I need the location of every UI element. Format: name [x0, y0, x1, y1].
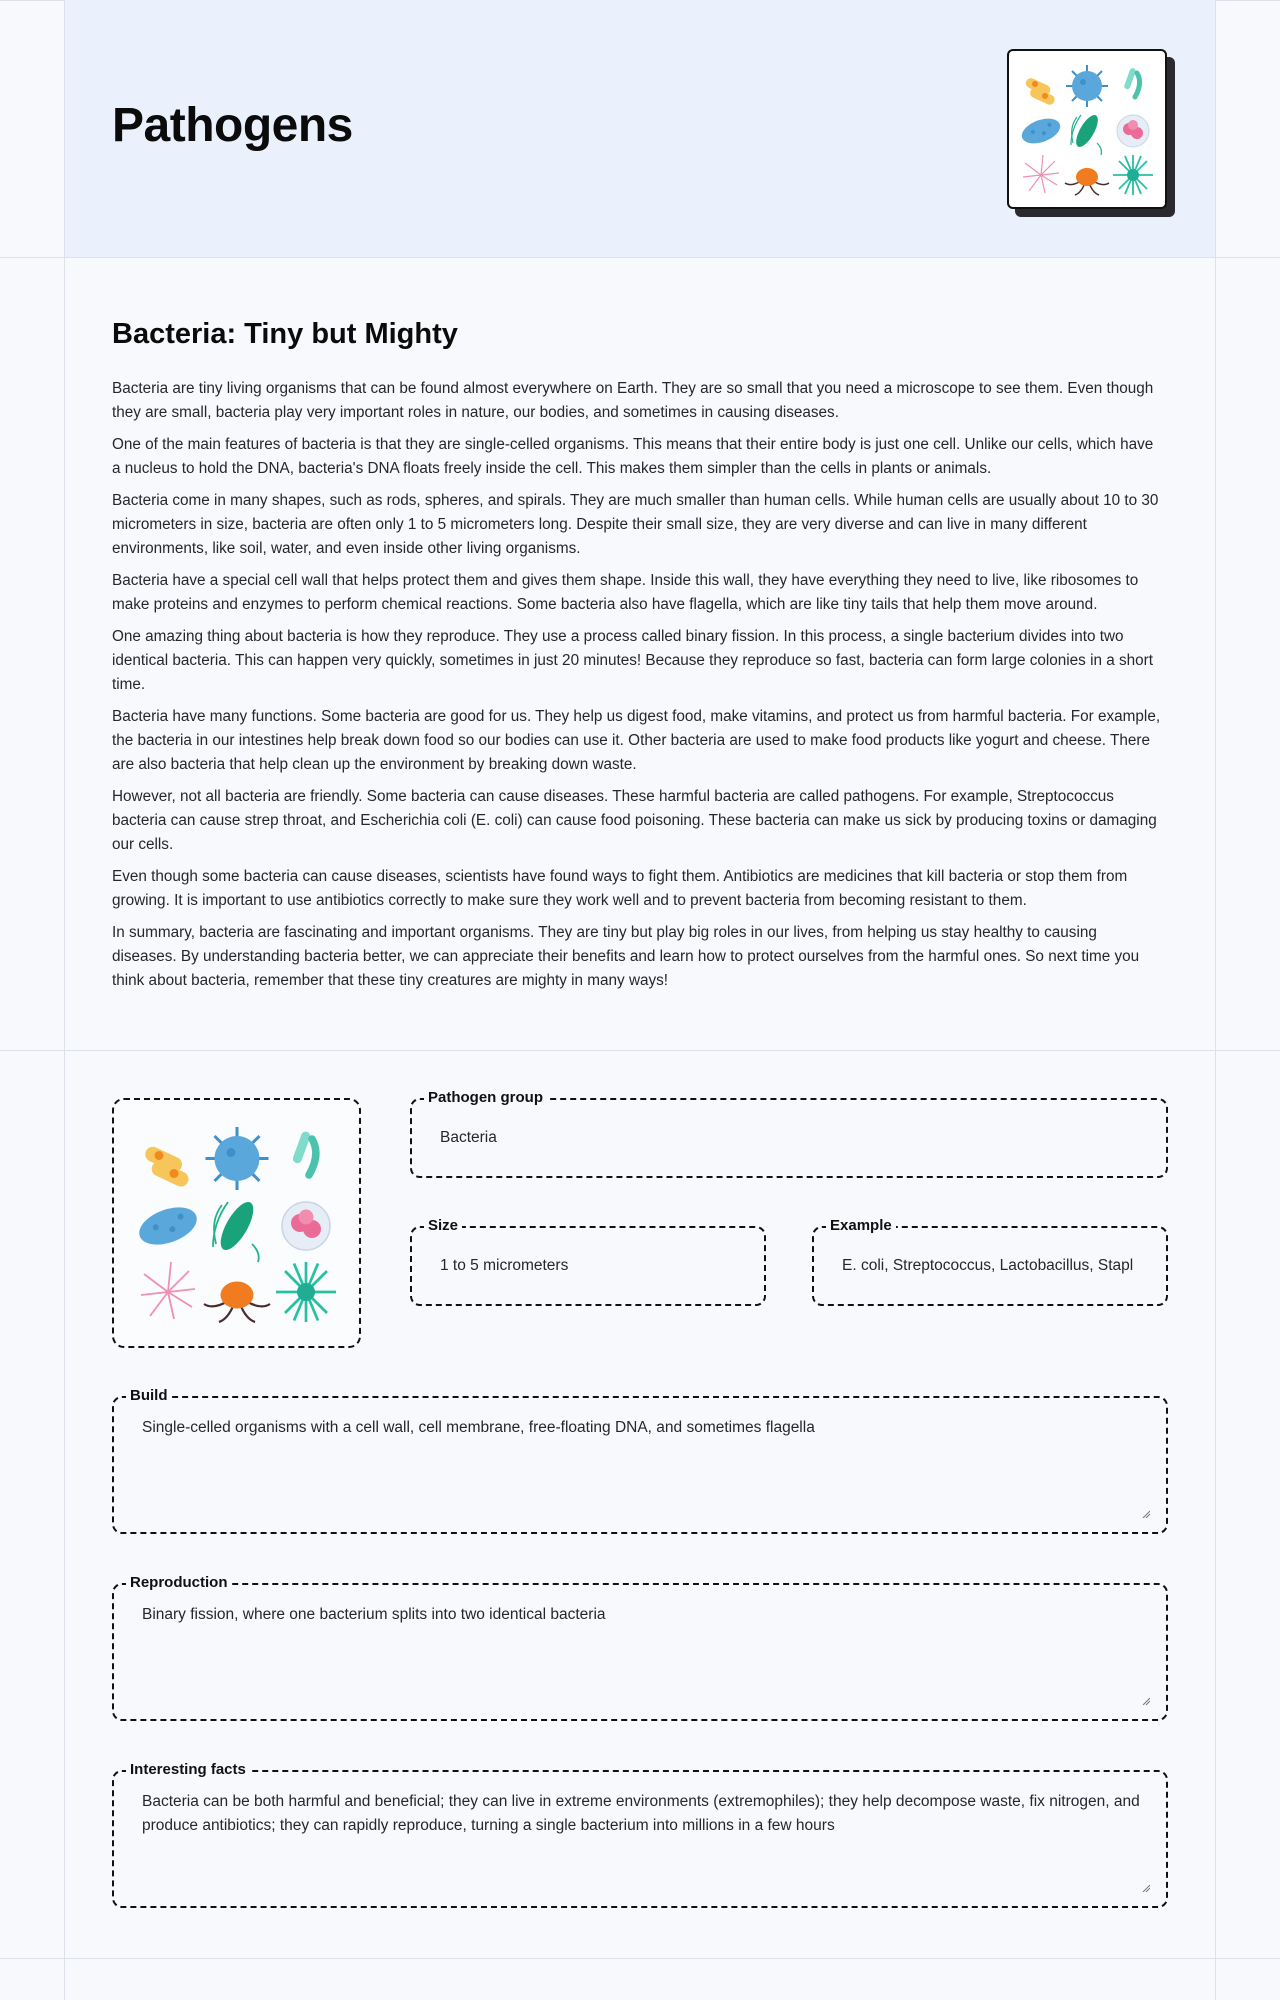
article-paragraph: In summary, bacteria are fascinating and important organisms. They are tiny but play big roles in our lives, from helping us stay healthy to causing diseases. By understanding bacteria better, we can appreciate their benefits and learn how to protect ourselves from the harmful ones. So next time you think about bacteria, remember that these tiny creatures are mighty in many ways! [112, 924, 1140, 989]
build-field[interactable] [112, 1387, 1168, 1534]
reproduction-label: Reproduction [126, 1574, 232, 1592]
header-divider [0, 257, 1280, 258]
pathogen-collage-icon [132, 1118, 342, 1328]
reproduction-field[interactable] [112, 1574, 1168, 1721]
article-divider [0, 1050, 1280, 1051]
article-paragraph: Bacteria have a special cell wall that helps protect them and gives them shape. Inside this wall, they have everything they need to live, like ribosomes to make proteins and enzymes to perform chemical reactions. Some bacteria also have flagella, which are like tiny tails that help them move around. [112, 572, 1139, 613]
article-paragraph: One amazing thing about bacteria is how they reproduce. They use a process called binary fission. In this process, a single bacterium divides into two identical bacteria. This can happen very quickly, sometimes in just 20 minutes! Because they reproduce so fast, bacteria can form large colonies in a short time. [112, 628, 1154, 693]
right-guide-line [1215, 0, 1216, 2000]
article-paragraph: One of the main features of bacteria is that they are single-celled organisms. This means that their entire body is just one cell. Unlike our cells, which have a nucleus to hold the DNA, bacteria's DNA floats freely inside the cell. This makes them simpler than the cells in plants or animals. [112, 436, 1154, 477]
resize-grip-icon[interactable] [1142, 1510, 1150, 1518]
left-guide-line [64, 0, 65, 2000]
interesting-facts-label: Interesting facts [126, 1761, 250, 1779]
interesting-facts-field[interactable] [112, 1761, 1168, 1908]
article-paragraph: Bacteria are tiny living organisms that can be found almost everywhere on Earth. They are so small that you need a microscope to see them. Even though they are small, bacteria play very important roles in nature, our bodies, and sometimes in causing diseases. [112, 380, 1154, 421]
example-field[interactable] [812, 1217, 1168, 1306]
resize-grip-icon[interactable] [1142, 1884, 1150, 1892]
example-input[interactable]: E. coli, Streptococcus, Lactobacillus, Stapl [842, 1257, 1134, 1274]
article-paragraph: Even though some bacteria can cause diseases, scientists have found ways to fight them. Antibiotics are medicines that kill bacteria or stop them from growing. It is important to use antibiotics correctly to make sure they work well and to prevent bacteria from becoming resistant to them. [112, 868, 1128, 909]
resize-grip-icon[interactable] [1142, 1697, 1150, 1705]
pathogen-group-field[interactable] [410, 1089, 1168, 1178]
size-field[interactable] [410, 1217, 766, 1306]
article-title: Bacteria: Tiny but Mighty [112, 318, 458, 350]
example-label: Example [826, 1217, 896, 1235]
pathogen-image-box[interactable] [112, 1098, 361, 1348]
pathogen-group-label: Pathogen group [424, 1089, 547, 1107]
header-image-card [1007, 49, 1167, 209]
reproduction-textarea[interactable]: Binary fission, where one bacterium splits into two identical bacteria [142, 1606, 606, 1623]
pathogen-collage-icon [1017, 59, 1157, 199]
article-paragraph: Bacteria come in many shapes, such as rods, spheres, and spirals. They are much smaller than human cells. While human cells are usually about 10 to 30 micrometers in size, bacteria are often only 1 to 5 micrometers long. Despite their small size, they are very diverse and can live in many different environments, like soil, water, and even inside other living organisms. [112, 492, 1159, 557]
article-paragraph: Bacteria have many functions. Some bacteria are good for us. They help us digest food, make vitamins, and protect us from harmful bacteria. For example, the bacteria in our intestines help break down food so our bodies can use it. Other bacteria are used to make food products like yogurt and cheese. There are also bacteria that help clean up the environment by breaking down waste. [112, 708, 1161, 773]
interesting-facts-textarea[interactable]: Bacteria can be both harmful and beneficial; they can live in extreme environments (extremophiles); they help decompose waste, fix nitrogen, and produce antibiotics; they can rapidly reproduce, turning a single bacterium into millions in a few hours [142, 1793, 1140, 1834]
size-input[interactable]: 1 to 5 micrometers [440, 1257, 569, 1274]
build-textarea[interactable]: Single-celled organisms with a cell wall, cell membrane, free-floating DNA, and sometimes flagella [142, 1419, 815, 1436]
build-label: Build [126, 1387, 172, 1405]
pathogen-group-input[interactable]: Bacteria [440, 1129, 497, 1146]
page-title: Pathogens [112, 99, 353, 152]
article-paragraph: However, not all bacteria are friendly. Some bacteria can cause diseases. These harmful bacteria are called pathogens. For example, Streptococcus bacteria can cause strep throat, and Escherichia coli (E. coli) can cause food poisoning. These bacteria can make us sick by producing toxins or damaging our cells. [112, 788, 1157, 853]
footer-divider [0, 1958, 1280, 1959]
article-body [112, 377, 1162, 1001]
size-label: Size [424, 1217, 462, 1235]
